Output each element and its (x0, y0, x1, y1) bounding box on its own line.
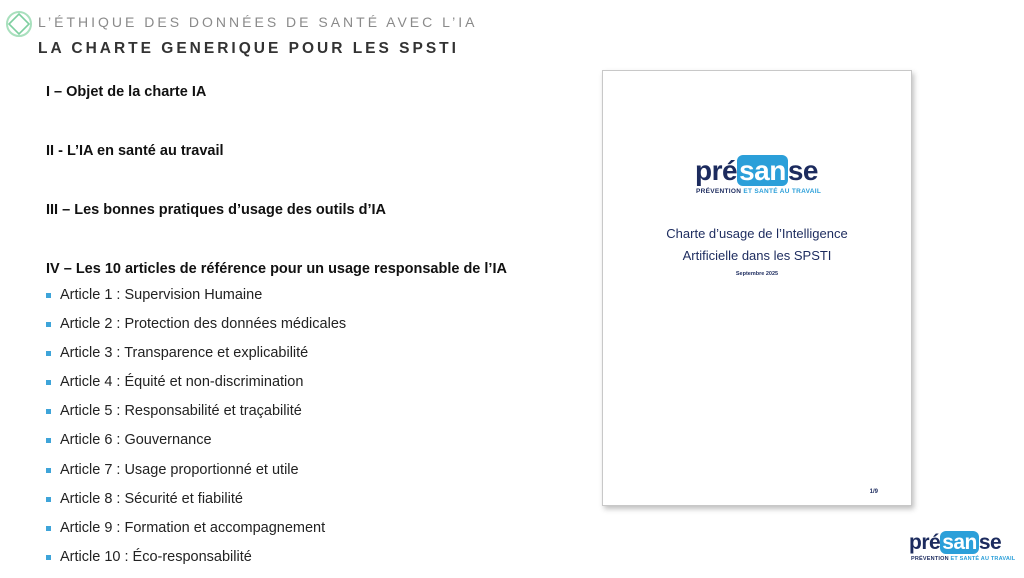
list-item (46, 374, 346, 403)
logo-tagline-part2: ET SANTÉ AU TRAVAIL (950, 556, 1016, 562)
bullet-icon (46, 555, 51, 560)
article-label: Article 8 : Sécurité et fiabilité (60, 490, 243, 507)
list-item (46, 432, 346, 461)
bullet-icon (46, 409, 51, 414)
list-item (46, 491, 346, 520)
bullet-icon (46, 526, 51, 531)
logo-tagline-part2: ET SANTÉ AU TRAVAIL (743, 188, 822, 195)
section-heading-1: I – Objet de la charte IA (46, 84, 207, 100)
article-label: Article 9 : Formation et accompagnement (60, 519, 326, 536)
section-heading-2: II - L’IA en santé au travail (46, 143, 224, 159)
presanse-logo (695, 155, 818, 187)
document-title-line2: Artificielle dans les SPSTI (682, 248, 832, 263)
bullet-icon (46, 380, 51, 385)
list-item (46, 549, 346, 578)
logo-part-pre: pré (695, 155, 738, 186)
bullet-icon (46, 293, 51, 298)
document-preview (602, 70, 912, 506)
corner-presanse-logo (909, 531, 1001, 555)
articles-list (46, 287, 346, 578)
slide-subtitle: L’ÉTHIQUE DES DONNÉES DE SANTÉ AVEC L’IA (38, 14, 478, 30)
bullet-icon (46, 322, 51, 327)
list-item (46, 520, 346, 549)
logo-tagline-part1: PRÉVENTION (696, 188, 744, 195)
list-item (46, 462, 346, 491)
article-label: Article 7 : Usage proportionné et utile (60, 461, 299, 478)
bullet-icon (46, 351, 51, 356)
bullet-icon (46, 438, 51, 443)
article-label: Article 1 : Supervision Humaine (60, 287, 263, 303)
list-item (46, 403, 346, 432)
document-title-line1: Charte d’usage de l’Intelligence (666, 226, 848, 241)
logo-part-san: san (942, 531, 977, 554)
slide-title: LA CHARTE GENERIQUE POUR LES SPSTI (38, 40, 459, 57)
logo-part-san: san (739, 155, 786, 186)
document-date: Septembre 2025 (735, 271, 779, 277)
list-item (46, 345, 346, 374)
article-label: Article 3 : Transparence et explicabilité (60, 345, 309, 362)
bullet-icon (46, 497, 51, 502)
article-label: Article 2 : Protection des données médicales (60, 316, 347, 333)
article-label: Article 4 : Équité et non-discrimination (60, 374, 304, 391)
logo-part-se: se (787, 155, 818, 186)
section-heading-4: IV – Les 10 articles de référence pour un usage responsable de l’IA (46, 261, 507, 277)
logo-tagline (696, 188, 821, 195)
article-label: Article 10 : Éco-responsabilité (60, 548, 252, 565)
section-heading-3: III – Les bonnes pratiques d’usage des outils d’IA (46, 202, 387, 218)
bullet-icon (46, 468, 51, 473)
list-item (46, 287, 346, 316)
document-page-number: 1/9 (869, 489, 878, 495)
list-item (46, 316, 346, 345)
logo-part-pre: pré (909, 531, 941, 554)
corner-logo-tagline (911, 556, 1015, 562)
ring-logo-icon (4, 9, 34, 39)
logo-part-se: se (978, 531, 1002, 554)
article-label: Article 5 : Responsabilité et traçabilité (60, 403, 302, 420)
logo-tagline-part1: PRÉVENTION (911, 556, 951, 562)
article-label: Article 6 : Gouvernance (60, 432, 212, 449)
